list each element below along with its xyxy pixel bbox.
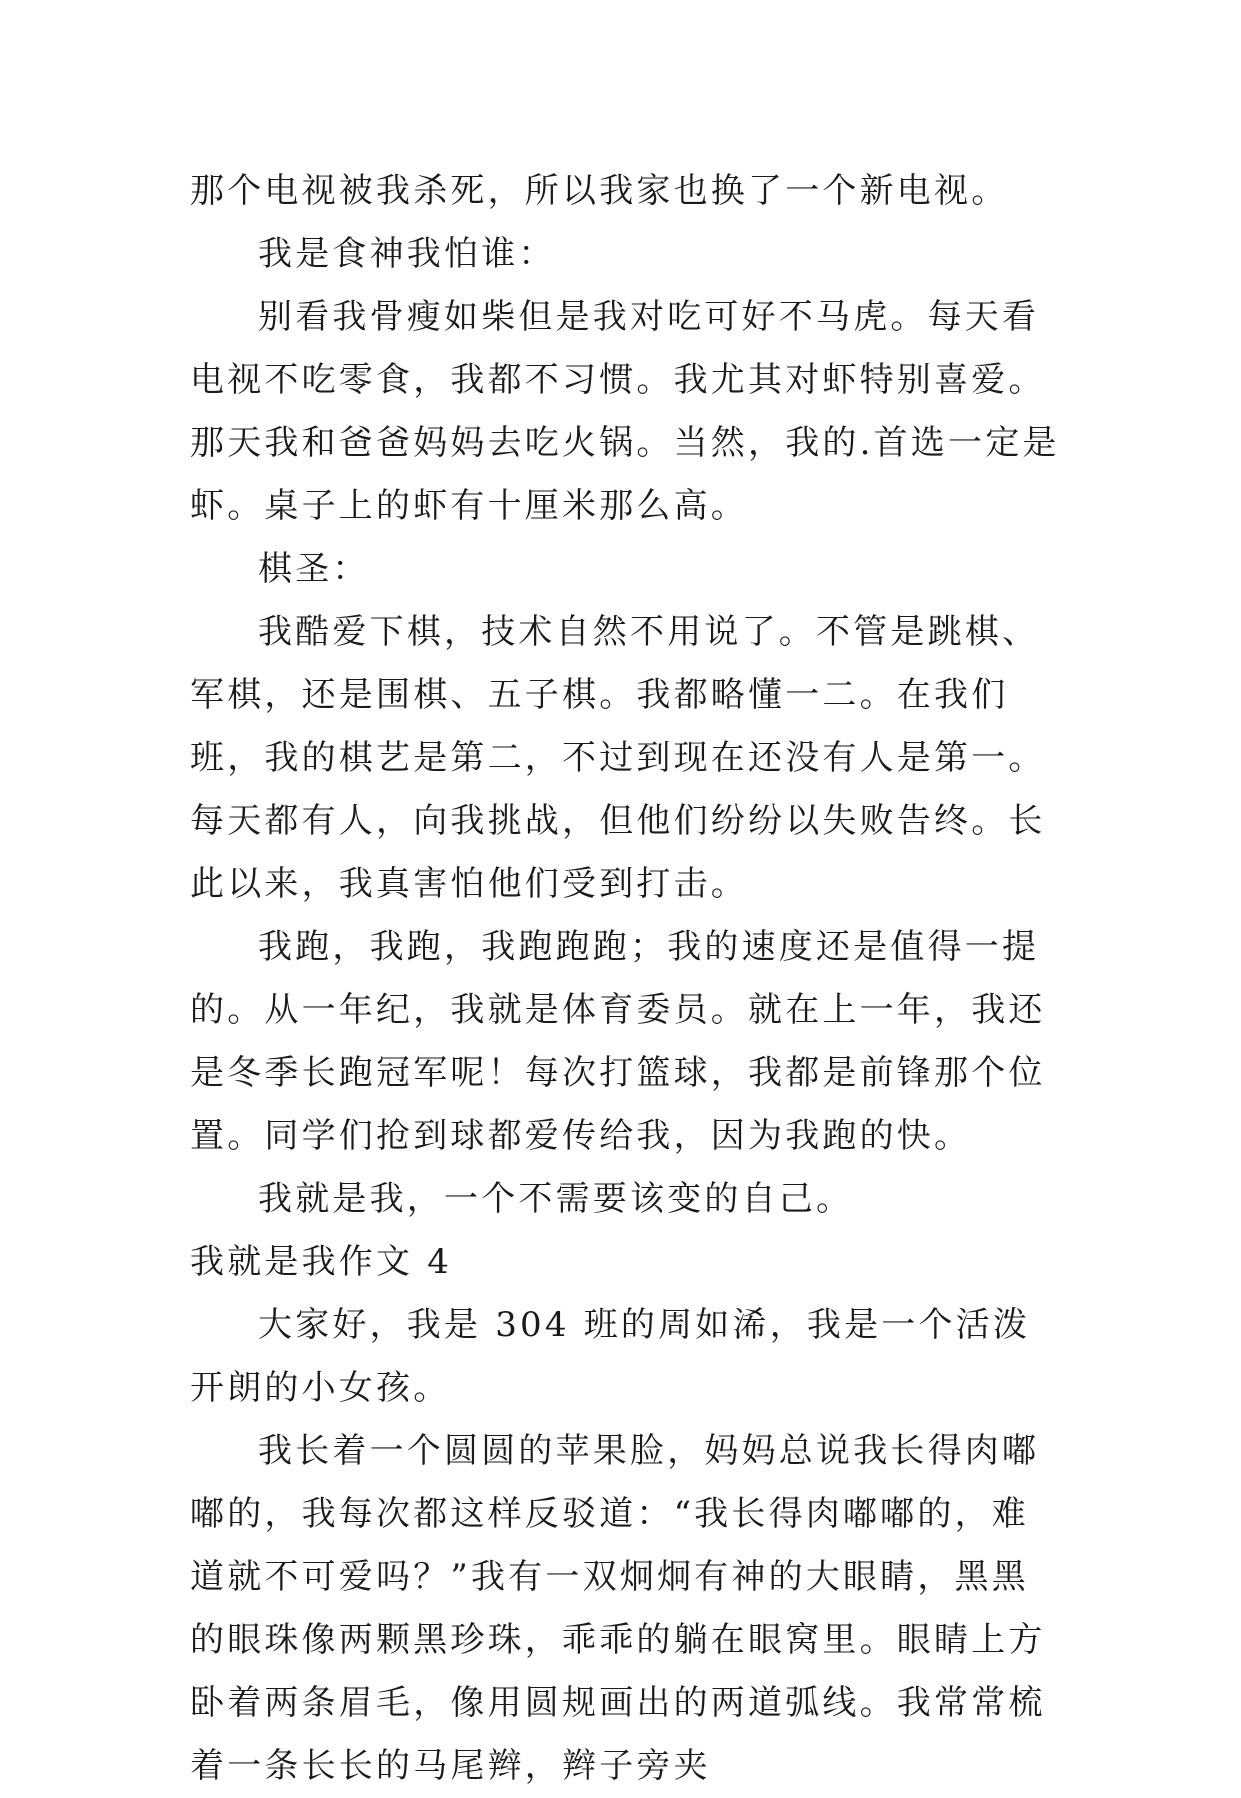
paragraph: 那个电视被我杀死，所以我家也换了一个新电视。 <box>190 171 1009 211</box>
section-title: 棋圣： <box>258 549 370 589</box>
paragraph: 我长着一个圆圆的苹果脸，妈妈总说我长得肉嘟嘟的，我每次都这样反驳道：“我长得肉嘟嘟的，难道就不可爱吗？”我有一双炯炯有神的大眼睛，黑黑的眼珠像两颗黑珍珠，乖乖的躺在眼窝里。眼睛上方卧着两条眉毛，像用圆规画出的两道弧线。我常常梳着一条长长的马尾辫，辫子旁夹 <box>190 1431 1046 1786</box>
paragraph: 大家好，我是 304 班的周如浠，我是一个活泼开朗的小女孩。 <box>190 1305 1031 1408</box>
paragraph: 我酷爱下棋，技术自然不用说了。不管是跳棋、军棋，还是围棋、五子棋。我都略懂一二。在我们班，我的棋艺是第二，不过到现在还没有人是第一。每天都有人，向我挑战，但他们纷纷以失败告终。长此以来，我真害怕他们受到打击。 <box>190 612 1046 904</box>
paragraph: 我跑，我跑，我跑跑跑；我的速度还是值得一提的。从一年纪，我就是体育委员。就在上一年，我还是冬季长跑冠军呢！每次打篮球，我都是前锋那个位置。同学们抢到球都爱传给我，因为我跑的快。 <box>190 927 1046 1156</box>
paragraph: 我就是我，一个不需要该变的自己。 <box>258 1179 854 1219</box>
paragraph: 别看我骨瘦如柴但是我对吃可好不马虎。每天看电视不吃零食，我都不习惯。我尤其对虾特别喜爱。那天我和爸爸妈妈去吃火锅。当然，我的.首选一定是虾。桌子上的虾有十厘米那么高。 <box>190 297 1060 526</box>
essay-heading: 我就是我作文 4 <box>190 1242 453 1282</box>
document-body <box>190 160 1060 1798</box>
section-title: 我是食神我怕谁： <box>258 234 556 274</box>
